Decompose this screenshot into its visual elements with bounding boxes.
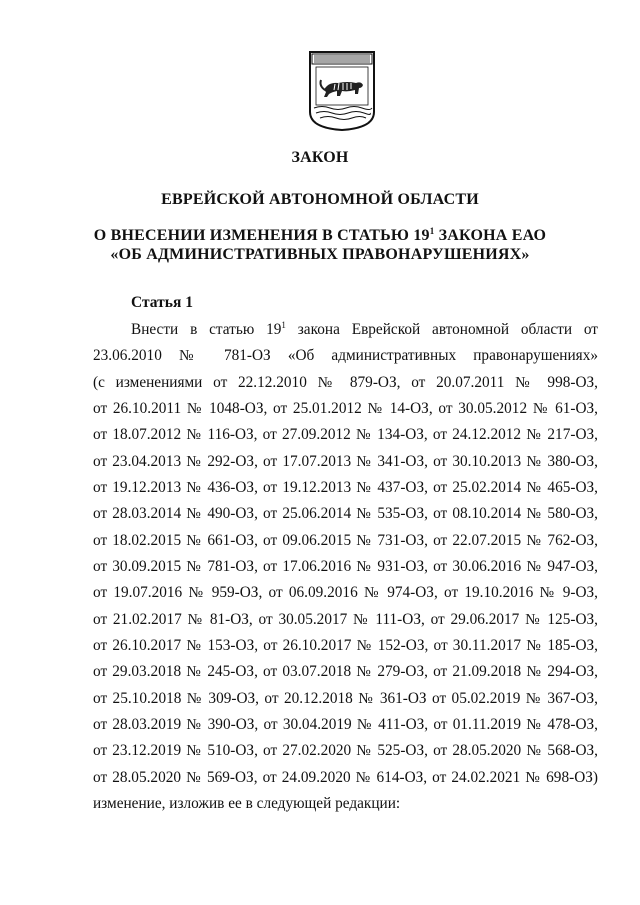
body-line: от 25.10.2018 № 309-ОЗ, от 20.12.2018 № 361-ОЗ от 05.02.2019 № 367-ОЗ,: [93, 690, 598, 707]
body-line: от 29.03.2018 № 245-ОЗ, от 03.07.2018 № 279-ОЗ, от 21.09.2018 № 294-ОЗ,: [93, 663, 598, 680]
subject-text-before-sup: О ВНЕСЕНИИ ИЗМЕНЕНИЯ В СТАТЬЮ 19: [93, 227, 430, 244]
body-line: 23.06.2010 № 781-ОЗ «Об административных правонарушениях»: [93, 347, 598, 364]
article-body: [93, 321, 598, 821]
body-line: от 28.03.2019 № 390-ОЗ, от 30.04.2019 № 411-ОЗ, от 01.11.2019 № 478-ОЗ,: [93, 716, 598, 733]
body-line: от 21.02.2017 № 81-ОЗ, от 30.05.2017 № 111-ОЗ, от 29.06.2017 № 125-ОЗ,: [93, 611, 598, 628]
body-line: от 28.05.2020 № 569-ОЗ, от 24.09.2020 № 614-ОЗ, от 24.02.2021 № 698-ОЗ): [93, 769, 598, 786]
body-line: от 23.12.2019 № 510-ОЗ, от 27.02.2020 № 525-ОЗ, от 28.05.2020 № 568-ОЗ,: [93, 742, 598, 759]
article-heading: Статья 1: [131, 294, 193, 311]
body-line: от 18.02.2015 № 661-ОЗ, от 09.06.2015 № 731-ОЗ, от 22.07.2015 № 762-ОЗ,: [93, 532, 598, 549]
body-line: от 28.03.2014 № 490-ОЗ, от 25.06.2014 № 535-ОЗ, от 08.10.2014 № 580-ОЗ,: [93, 505, 598, 522]
body-text-before-sup: Внести в статью 19: [131, 321, 282, 338]
body-superscript: 1: [281, 320, 286, 330]
body-text-after-sup: закона Еврейской автономной области от: [285, 321, 598, 338]
body-line: от 19.07.2016 № 959-ОЗ, от 06.09.2016 № 974-ОЗ, от 19.10.2016 № 9-ОЗ,: [93, 584, 598, 601]
body-line: [131, 321, 598, 339]
body-line: от 26.10.2011 № 1048-ОЗ, от 25.01.2012 № 14-ОЗ, от 30.05.2012 № 61-ОЗ,: [93, 400, 598, 417]
body-line: от 23.04.2013 № 292-ОЗ, от 17.07.2013 № 341-ОЗ, от 30.10.2013 № 380-ОЗ,: [93, 453, 598, 470]
body-line: изменение, изложив ее в следующей редакции:: [93, 795, 401, 812]
body-line: от 26.10.2017 № 153-ОЗ, от 26.10.2017 № 152-ОЗ, от 30.11.2017 № 185-ОЗ,: [93, 637, 598, 654]
body-line: (с изменениями от 22.12.2010 № 879-ОЗ, от 20.07.2011 № 998-ОЗ,: [93, 374, 598, 391]
body-line: от 19.12.2013 № 436-ОЗ, от 19.12.2013 № 437-ОЗ, от 25.02.2014 № 465-ОЗ,: [93, 479, 598, 496]
subject-superscript: 1: [429, 226, 435, 236]
body-line: от 30.09.2015 № 781-ОЗ, от 17.06.2016 № 931-ОЗ, от 30.06.2016 № 947-ОЗ,: [93, 558, 598, 575]
body-line: от 18.07.2012 № 116-ОЗ, от 27.09.2012 № 134-ОЗ, от 24.12.2012 № 217-ОЗ,: [93, 426, 598, 443]
document-title-subject-line2: «ОБ АДМИНИСТРАТИВНЫХ ПРАВОНАРУШЕНИЯХ»: [110, 246, 530, 263]
document-title-region: ЕВРЕЙСКОЙ АВТОНОМНОЙ ОБЛАСТИ: [161, 191, 479, 208]
document-title-subject-line1: [0, 227, 640, 245]
document-title-law: ЗАКОН: [291, 149, 349, 166]
tiger-coat-of-arms-icon: [308, 50, 376, 132]
subject-text-after-sup: ЗАКОНА ЕАО: [434, 227, 547, 244]
